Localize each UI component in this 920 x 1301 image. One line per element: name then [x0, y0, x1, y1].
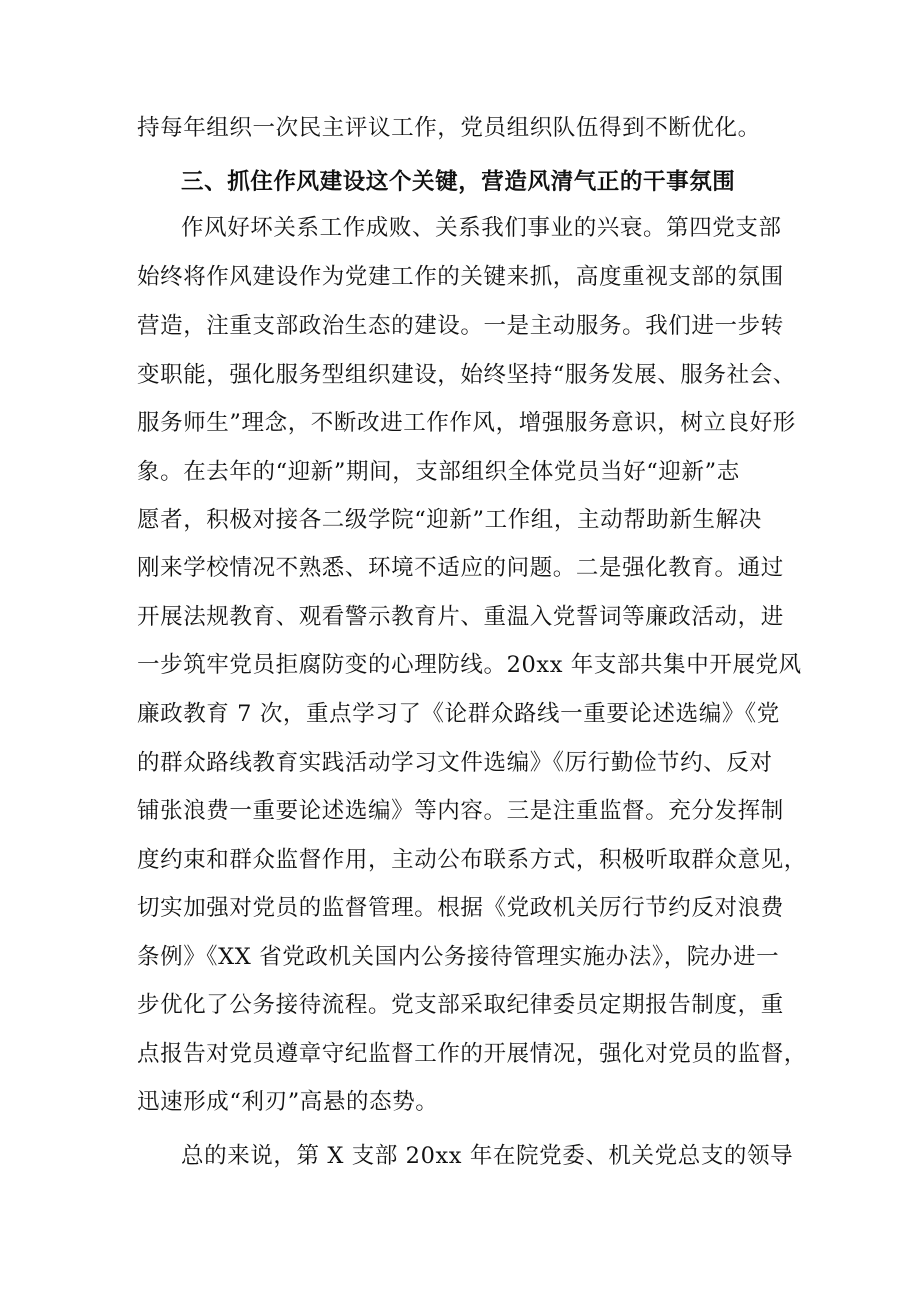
paragraph-line: 服务师生”理念，不断改进工作作风，增强服务意识，树立良好形	[137, 410, 796, 436]
paragraph-line: 刚来学校情况不熟悉、环境不适应的问题。二是强化教育。通过	[137, 555, 784, 581]
paragraph-line: 的群众路线教育实践活动学习文件选编》《厉行勤俭节约、反对	[137, 750, 773, 776]
paragraph-line: 条例》《XX 省党政机关国内公务接待管理实施办法》，院办进一	[137, 944, 780, 970]
paragraph-line: 铺张浪费一重要论述选编》等内容。三是注重监督。充分发挥制	[137, 798, 784, 824]
paragraph-line: 作风好坏关系工作成败、关系我们事业的兴衰。第四党支部	[181, 215, 782, 241]
paragraph-line: 始终将作风建设作为党建工作的关键来抓，高度重视支部的氛围	[137, 264, 784, 290]
paragraph-line: 象。在去年的“迎新”期间，支部组织全体党员当好“迎新”志	[137, 459, 740, 485]
paragraph-line: 开展法规教育、观看警示教育片、重温入党誓词等廉政活动，进	[137, 604, 784, 630]
paragraph-line: 变职能，强化服务型组织建设，始终坚持“服务发展、服务社会、	[137, 362, 796, 388]
paragraph-line: 切实加强对党员的监督管理。根据《党政机关厉行节约反对浪费	[137, 895, 784, 921]
section-heading: 三、抓住作风建设这个关键，营造风清气正的干事氛围	[181, 169, 736, 195]
paragraph-line: 愿者，积极对接各二级学院“迎新”工作组，主动帮助新生解决	[137, 507, 762, 533]
paragraph-line: 迅速形成“利刃”高悬的态势。	[137, 1089, 439, 1115]
paragraph-line: 一步筑牢党员拒腐防变的心理防线。20xx 年支部共集中开展党风	[137, 652, 802, 678]
paragraph-2-line: 总的来说，第 X 支部 20xx 年在院党委、机关党总支的领导	[181, 1143, 794, 1169]
paragraph-line: 点报告对党员遵章守纪监督工作的开展情况，强化对党员的监督，	[137, 1041, 807, 1067]
paragraph-line: 度约束和群众监督作用，主动公布联系方式，积极听取群众意见，	[137, 847, 807, 873]
intro-line: 持每年组织一次民主评议工作，党员组织队伍得到不断优化。	[137, 115, 761, 141]
paragraph-line: 步优化了公务接待流程。党支部采取纪律委员定期报告制度，重	[137, 992, 784, 1018]
paragraph-line: 廉政教育 7 次，重点学习了《论群众路线一重要论述选编》《党	[137, 701, 780, 727]
paragraph-line: 营造，注重支部政治生态的建设。一是主动服务。我们进一步转	[137, 313, 784, 339]
